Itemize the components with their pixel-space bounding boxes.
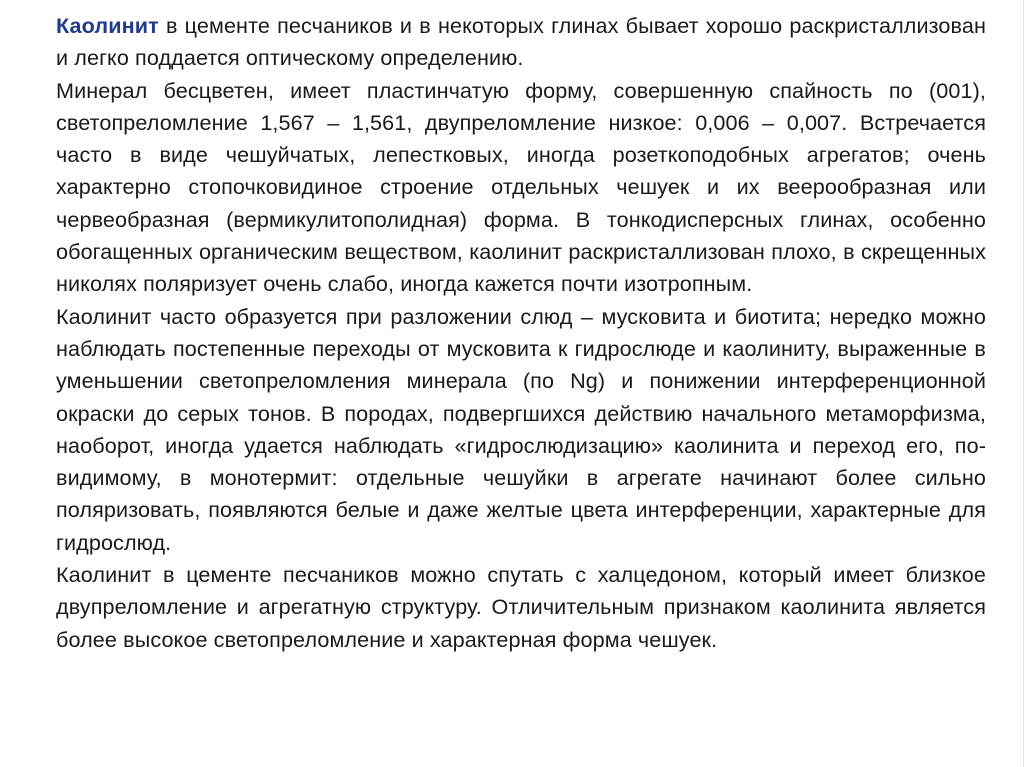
paragraph-formation [56,301,986,559]
paragraph-text: Минерал бесцветен, имеет пластинчатую форму, совершенную спайность по (001), светопреломление 1,567 – 1,561, двупреломление низкое: 0,006 – 0,007. Встречается часто в виде чешуйчатых, лепестковых, иногда розеткоподобных агрегатов; очень характерно стопочковидиное строение отдельных чешуек и их веерообразная или червеобразная (вермикулитополидная) форма. В тонкодисперсных глинах, особенно обогащенных органическим веществом, каолинит раскристаллизован плохо, в скрещенных николях поляризует очень слабо, иногда кажется почти изотропным. [56,77,986,297]
paragraph-text: Каолинит часто образуется при разложении слюд – мусковита и биотита; нередко можно наблюдать постепенные переходы от мусковита к гидрослюде и каолиниту, выраженные в уменьшении светопреломления минерала (по Ng) и понижении интерференционной окраски до серых тонов. В породах, подвергшихся действию начального метаморфизма, наоборот, иногда удается наблюдать «гидрослюдизацию» каолинита и переход его, по-видимому, в монотермит: отдельные чешуйки в агрегате начинают более сильно поляризовать, появляются белые и даже желтые цвета интерференции, характерные для гидрослюд. [56,303,986,555]
paragraph-properties [56,75,986,301]
paragraph-text: в цементе песчаников и в некоторых глинах бывает хорошо раскристаллизован и легко поддается оптическому определению. [56,13,986,71]
highlighted-term: Каолинит [56,13,159,38]
paragraph-intro [56,10,986,75]
paragraph-text: Каолинит в цементе песчаников можно спутать с халцедоном, который имеет близкое двупреломление и агрегатную структуру. Отличительным признаком каолинита является более высокое светопреломление и характерная форма чешуек. [56,562,986,652]
document-body [56,10,986,656]
paragraph-distinction [56,559,986,656]
